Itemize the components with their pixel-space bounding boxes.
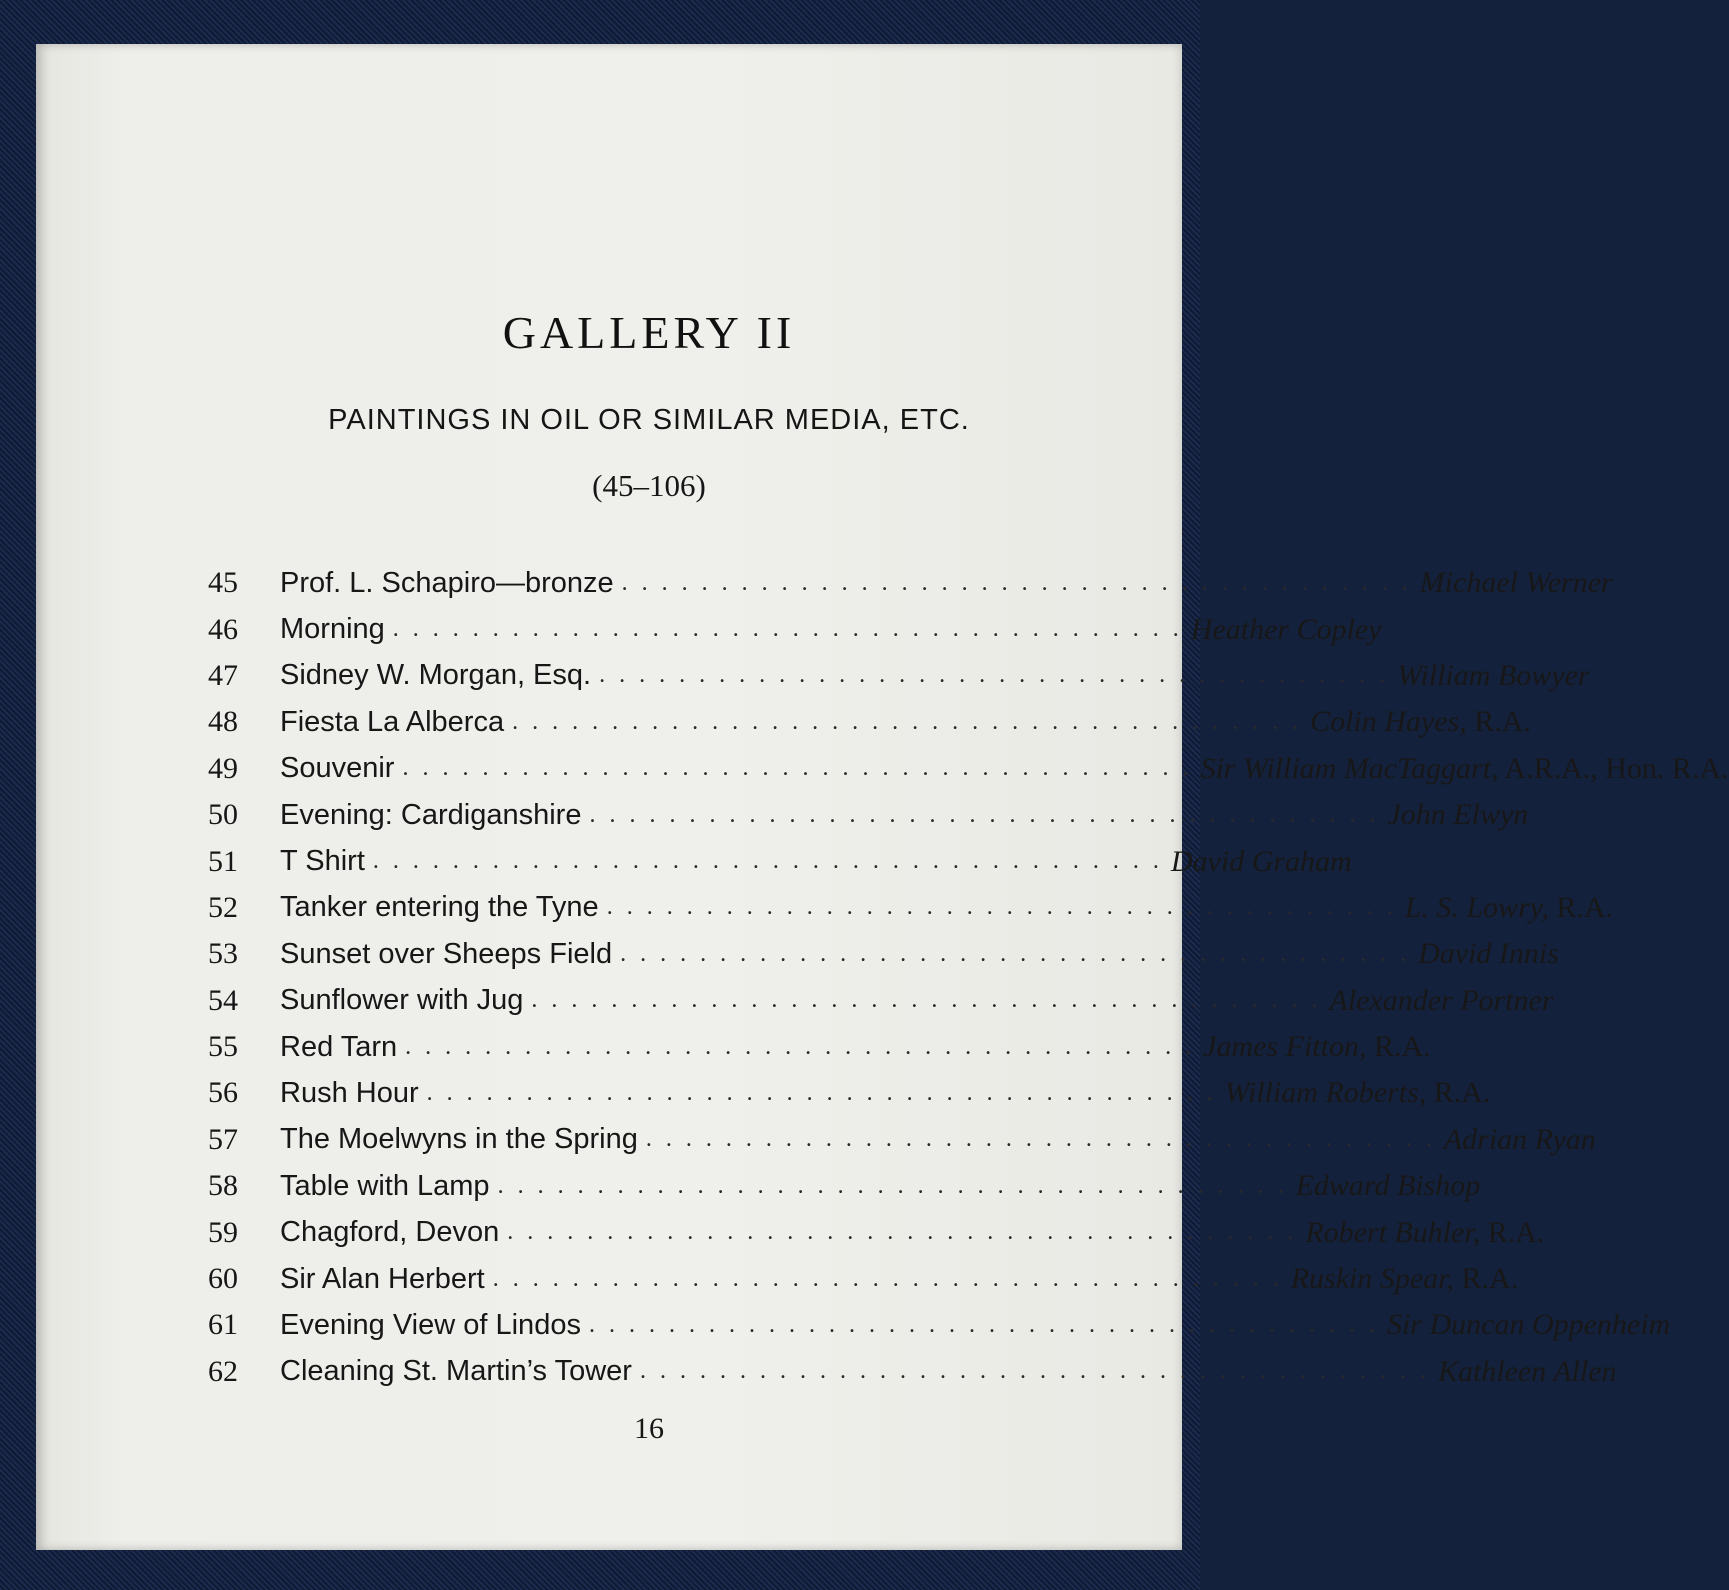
list-item [208,606,1382,652]
entry-number: 57 [208,1122,238,1156]
artist-suffix: R.A. [1454,1262,1519,1296]
entry-artist [1420,566,1613,600]
entry-artist [1305,1216,1544,1250]
entry-number: 51 [208,844,238,878]
entry-number: 49 [208,751,238,785]
leader-dots: . . . . . . . . . . . . . . . . . . . . . . . . . . . . . . . . . . . . . . . . [620,940,1411,967]
entry-artist [1387,798,1528,832]
entry-title: Red Tarn [280,1030,398,1063]
leader-dots: . . . . . . . . . . . . . . . . . . . . . . . . . . . . . . . . . . . . . . . . [606,894,1397,921]
entry-number: 53 [208,937,238,971]
leader-dots: . . . . . . . . . . . . . . . . . . . . . . . . . . . . . . . . . . . . . . . . [621,569,1412,596]
entry-title: Prof. L. Schapiro—bronze [280,566,614,599]
artist-name: Sir Duncan Oppenheim [1386,1308,1671,1342]
entry-artist [1291,1262,1519,1296]
artist-name: Alexander Portner [1329,983,1554,1017]
list-item [208,978,1554,1024]
artist-suffix: R.A. [1548,890,1614,924]
entry-artist [1225,1076,1491,1110]
artist-suffix: R.A. [1426,1076,1491,1110]
entry-number: 61 [208,1308,238,1342]
entry-artist [1418,937,1559,971]
entry-number: 48 [208,705,238,739]
entry-title: Tanker entering the Tyne [280,891,599,924]
leader-dots: . . . . . . . . . . . . . . . . . . . . . . . . . . . . . . . . . . . . . . . . [507,1219,1298,1246]
entry-artist [1200,752,1728,786]
page-number: 16 [634,1412,664,1445]
entry-number: 60 [208,1262,238,1296]
artist-name: David Innis [1418,937,1559,971]
entry-artist [1397,659,1589,693]
list-item [208,653,1590,699]
leader-dots: . . . . . . . . . . . . . . . . . . . . . . . . . . . . . . . . . . . . . . . . [492,1265,1283,1292]
entry-title: Fiesta La Alberca [280,705,505,738]
artist-suffix: R.A. [1366,1030,1431,1064]
leader-dots: . . . . . . . . . . . . . . . . . . . . . . . . . . . . . . . . . . . . . . . . [372,848,1163,875]
page-title: GALLERY II [502,307,796,358]
artist-name: Robert Buhler, [1305,1215,1481,1249]
entry-title: Sunset over Sheeps Field [280,937,613,970]
list-item [208,560,1613,606]
entry-number: 59 [208,1215,238,1249]
leader-dots: . . . . . . . . . . . . . . . . . . . . . . . . . . . . . . . . . . . . . . . . [639,1358,1430,1385]
leader-dots: . . . . . . . . . . . . . . . . . . . . . . . . . . . . . . . . . . . . . . . . [599,662,1390,689]
leader-dots: . . . . . . . . . . . . . . . . . . . . . . . . . . . . . . . . . . . . . . . . [645,1126,1436,1153]
leader-dots: . . . . . . . . . . . . . . . . . . . . . . . . . . . . . . . . . . . . . . . . [426,1079,1217,1106]
entry-number: 58 [208,1169,238,1203]
artist-name: Ruskin Spear, [1290,1262,1455,1296]
list-item [208,792,1529,838]
artist-name: Colin Hayes, [1310,705,1467,739]
section-subtitle: PAINTINGS IN OIL OR SIMILAR MEDIA, ETC. [328,404,970,436]
entry-title: Chagford, Devon [280,1216,500,1249]
entry-title: Evening View of Lindos [280,1308,581,1341]
entry-artist [1329,984,1553,1018]
entry-title: Table with Lamp [280,1169,490,1202]
artist-name: Edward Bishop [1295,1169,1481,1203]
artist-suffix: A.R.A., Hon. R.A. [1498,751,1729,785]
entry-title: The Moelwyns in the Spring [280,1123,638,1156]
entry-number: 46 [208,612,238,646]
artist-name: L. S. Lowry, [1404,890,1549,924]
entry-artist [1296,1169,1481,1203]
list-item [208,699,1531,745]
list-item [208,1163,1481,1209]
list-item [208,1117,1596,1163]
list-item [208,1070,1491,1116]
leader-dots: . . . . . . . . . . . . . . . . . . . . . . . . . . . . . . . . . . . . . . . . [531,987,1322,1014]
artist-name: Heather Copley [1190,612,1382,646]
entry-artist [1438,1355,1617,1389]
entry-title: Cleaning St. Martin’s Tower [280,1355,632,1388]
entry-artist [1387,1308,1670,1342]
artist-name: William Bowyer [1397,658,1590,692]
leader-dots: . . . . . . . . . . . . . . . . . . . . . . . . . . . . . . . . . . . . . . . . [512,708,1303,735]
entry-number: 52 [208,890,238,924]
entry-title: Sunflower with Jug [280,984,524,1017]
artist-name: John Elwyn [1387,798,1529,832]
list-item [208,746,1729,792]
entry-number: 55 [208,1030,238,1064]
entry-number: 56 [208,1076,238,1110]
list-item [208,838,1352,884]
entry-artist [1310,705,1531,739]
list-item [208,931,1559,977]
entry-artist [1191,613,1382,647]
entry-title: Rush Hour [280,1076,419,1109]
leader-dots: . . . . . . . . . . . . . . . . . . . . . . . . . . . . . . . . . . . . . . . . [588,1311,1379,1338]
entry-number: 62 [208,1354,238,1388]
list-item [208,1302,1671,1348]
artist-name: Kathleen Allen [1437,1354,1617,1388]
entry-number: 45 [208,566,238,600]
entry-artist [1203,1030,1431,1064]
entry-title: Sir Alan Herbert [280,1262,485,1295]
artist-name: Sir William MacTaggart, [1200,751,1499,785]
artist-suffix: R.A. [1480,1215,1545,1249]
entry-title: Souvenir [280,752,395,785]
list-item [208,1349,1617,1395]
leader-dots: . . . . . . . . . . . . . . . . . . . . . . . . . . . . . . . . . . . . . . . . [402,755,1193,782]
list-item [208,1024,1431,1070]
entry-number: 54 [208,983,238,1017]
artist-name: James Fitton, [1203,1030,1367,1064]
catalogue-page [36,44,1729,1550]
entry-artist [1405,891,1613,925]
entry-number: 50 [208,798,238,832]
entry-title: Morning [280,613,385,646]
entry-title: Sidney W. Morgan, Esq. [280,659,592,692]
artist-name: Adrian Ryan [1443,1122,1596,1156]
leader-dots: . . . . . . . . . . . . . . . . . . . . . . . . . . . . . . . . . . . . . . . . [392,616,1183,643]
list-item [208,1209,1545,1255]
entry-title: Evening: Cardiganshire [280,798,582,831]
list-item [208,1256,1519,1302]
entry-artist [1444,1123,1596,1157]
entry-artist [1171,845,1352,879]
leader-dots: . . . . . . . . . . . . . . . . . . . . . . . . . . . . . . . . . . . . . . . . [497,1172,1288,1199]
artist-name: David Graham [1170,844,1352,878]
leader-dots: . . . . . . . . . . . . . . . . . . . . . . . . . . . . . . . . . . . . . . . . [405,1033,1196,1060]
list-item [208,885,1614,931]
entry-number: 47 [208,658,238,692]
catalogue-number-range: (45–106) [592,468,706,503]
artist-name: William Roberts, [1224,1076,1427,1110]
catalogue-entry-list [208,560,1729,1395]
artist-suffix: R.A. [1466,705,1531,739]
entry-title: T Shirt [280,845,365,878]
artist-name: Michael Werner [1419,566,1613,600]
leader-dots: . . . . . . . . . . . . . . . . . . . . . . . . . . . . . . . . . . . . . . . . [589,801,1380,828]
